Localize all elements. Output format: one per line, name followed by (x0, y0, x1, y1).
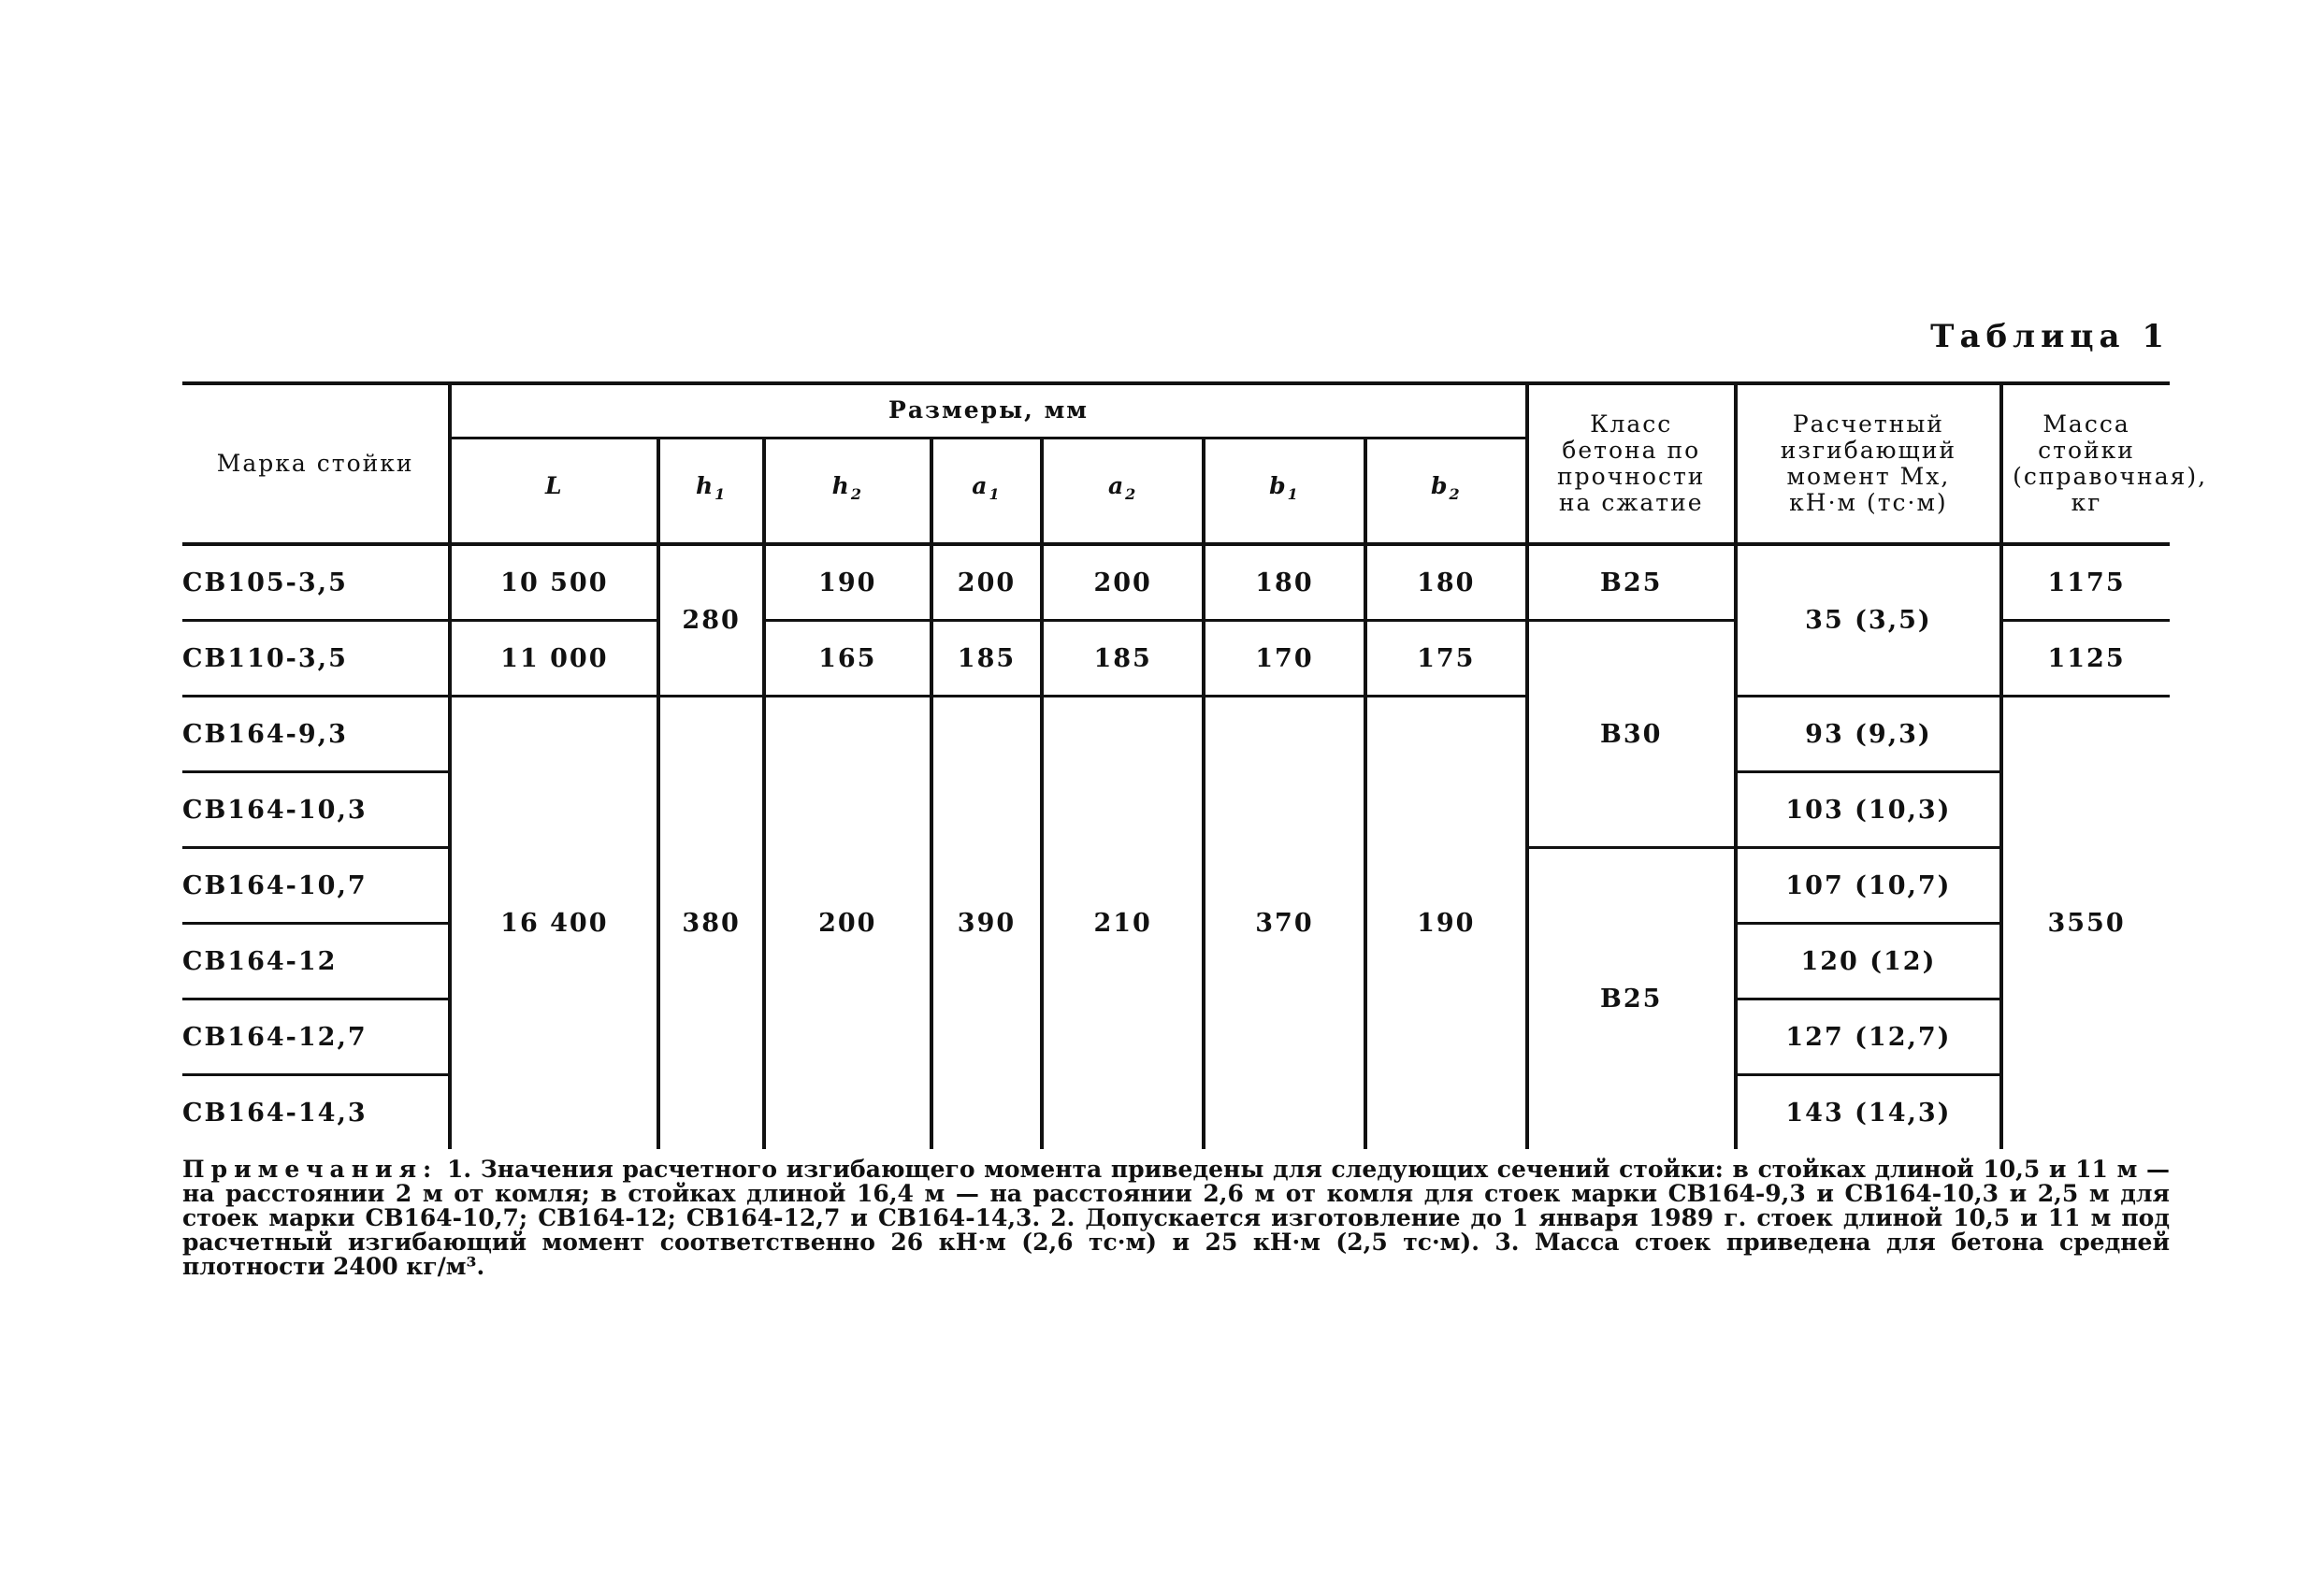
header-dim-b1: $b_1$ (1204, 438, 1365, 544)
cell-brand: СВ164-12,7 (182, 999, 450, 1075)
cell-mass: 3550 (2001, 697, 2170, 1150)
cell-brand: СВ164-10,3 (182, 772, 450, 848)
cell-h1: 280 (658, 544, 764, 697)
cell-brand: СВ105-3,5 (182, 544, 450, 621)
data-table (182, 381, 2208, 1149)
cell-class: B25 (1527, 848, 1736, 1150)
cell-class: B25 (1527, 544, 1736, 621)
header-concrete-class: Класс бетона по прочности на сжатие (1527, 383, 1736, 544)
cell-mass: 1175 (2001, 544, 2170, 621)
cell-b2: 190 (1365, 697, 1527, 1150)
cell-a1: 390 (931, 697, 1043, 1150)
table-notes (182, 1157, 2170, 1279)
header-dim-h1: $h_1$ (658, 438, 764, 544)
cell-b2: 180 (1365, 544, 1527, 621)
cell-moment: 120 (12) (1736, 924, 2001, 999)
cell-brand: СВ164-10,7 (182, 848, 450, 924)
cell-brand: СВ164-12 (182, 924, 450, 999)
cell-L: 16 400 (450, 697, 658, 1150)
cell-a2: 185 (1042, 621, 1204, 697)
cell-a2: 200 (1042, 544, 1204, 621)
header-dim-h2: $h_2$ (764, 438, 931, 544)
header-moment: Расчетный изгибающий момент Mx, кН·м (тс·м) (1736, 383, 2001, 544)
cell-a1: 200 (931, 544, 1043, 621)
notes-text: 1. Значения расчетного изгибающего момента приведены для следующих сечений стойки: в стойках длиной 10,5 и 11 м — на расстоянии 2 м от комля; в стойках длиной 16,4 м — на расстоянии 2,6 м от комля для стоек марки СВ164-9,3 и СВ164-10,3 и 2,5 м для стоек марки СВ164-10,7; СВ164-12; СВ164-12,7 и СВ164-14,3. 2. Допускается изготовление до 1 января 1989 г. стоек длиной 10,5 и 11 м под расчетный изгибающий момент соответственно 26 кН·м (2,6 тс·м) и 25 кН·м (2,5 тс·м). 3. Масса стоек приведена для бетона средней плотности 2400 кг/м³. (182, 1156, 2170, 1280)
header-dim-L: L (450, 438, 658, 544)
cell-a1: 185 (931, 621, 1043, 697)
header-dim-b2: $b_2$ (1365, 438, 1527, 544)
cell-moment: 127 (12,7) (1736, 999, 2001, 1075)
cell-h2: 190 (764, 544, 931, 621)
cell-brand: СВ110-3,5 (182, 621, 450, 697)
cell-h2: 200 (764, 697, 931, 1150)
cell-b1: 370 (1204, 697, 1365, 1150)
notes-lead: Примечания: (182, 1156, 439, 1183)
cell-a2: 210 (1042, 697, 1204, 1150)
table-row (182, 697, 2170, 772)
header-dim-a1: $a_1$ (931, 438, 1043, 544)
cell-moment: 143 (14,3) (1736, 1075, 2001, 1150)
cell-b2: 175 (1365, 621, 1527, 697)
cell-L: 10 500 (450, 544, 658, 621)
header-dim-a2: $a_2$ (1042, 438, 1204, 544)
header-mass: Масса стойки (справочная), кг (2001, 383, 2170, 544)
cell-brand: СВ164-14,3 (182, 1098, 368, 1128)
header-dimensions: Размеры, мм (450, 383, 1526, 438)
cell-h1: 380 (658, 697, 764, 1150)
cell-b1: 180 (1204, 544, 1365, 621)
cell-moment: 103 (10,3) (1736, 772, 2001, 848)
table-row (182, 544, 2170, 621)
cell-mass: 1125 (2001, 621, 2170, 697)
table-caption: Таблица 1 (1930, 318, 2170, 355)
cell-moment: 35 (3,5) (1736, 544, 2001, 697)
cell-h2: 165 (764, 621, 931, 697)
cell-b1: 170 (1204, 621, 1365, 697)
header-brand: Марка стойки (182, 383, 450, 544)
cell-moment: 107 (10,7) (1736, 848, 2001, 924)
cell-brand: СВ164-9,3 (182, 697, 450, 772)
cell-class: B30 (1527, 621, 1736, 848)
cell-moment: 93 (9,3) (1736, 697, 2001, 772)
cell-L: 11 000 (450, 621, 658, 697)
